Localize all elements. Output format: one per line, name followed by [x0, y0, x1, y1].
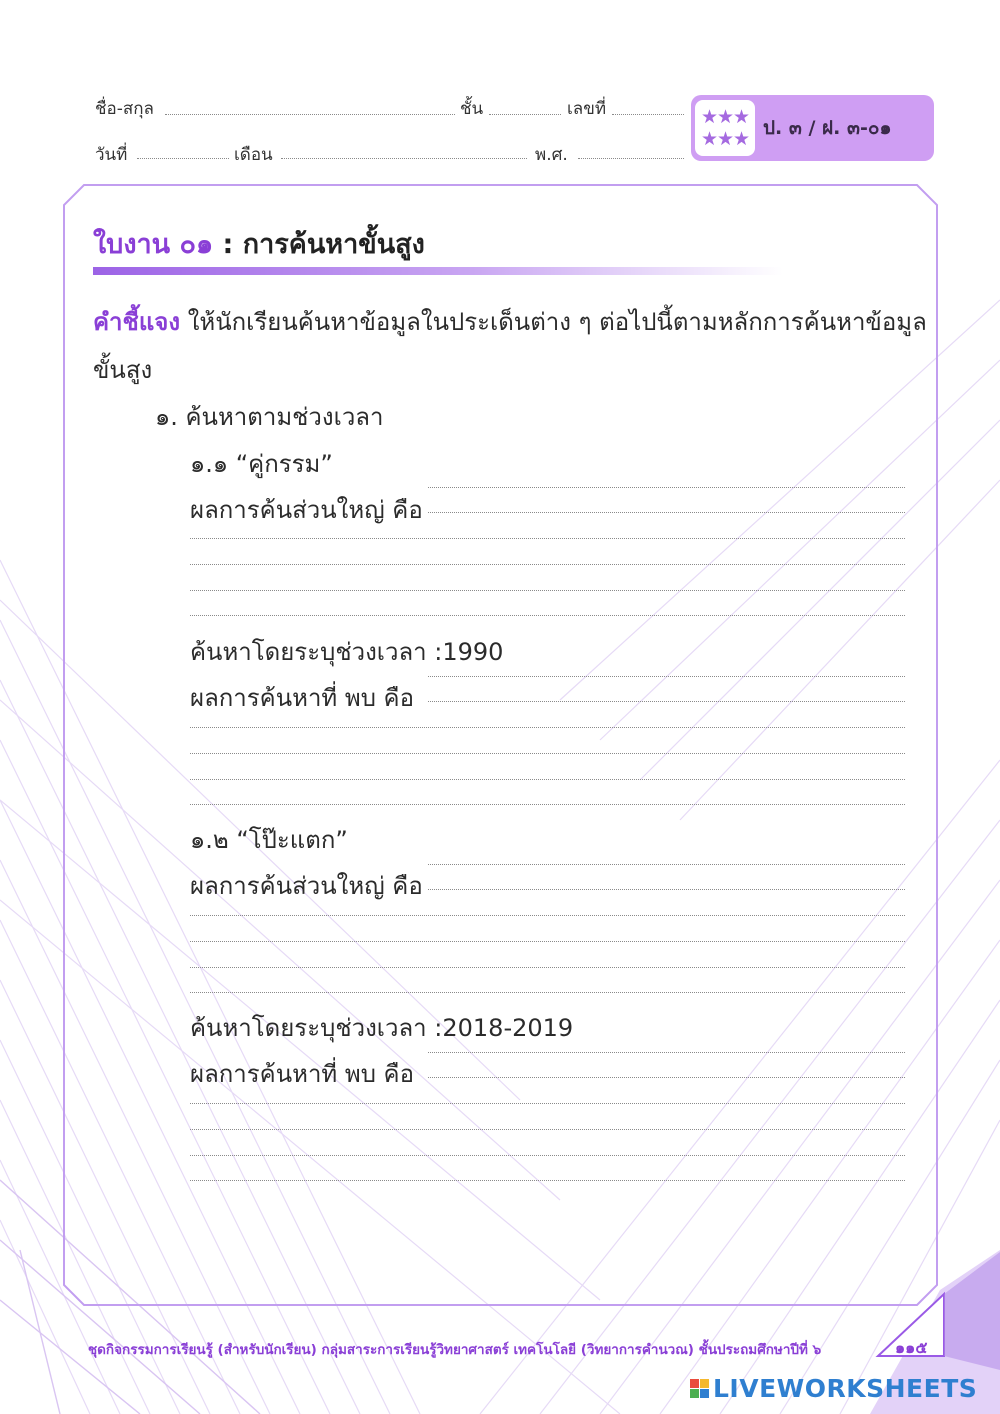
item-1-1-found-label: ผลการค้นหาที่ พบ คือ: [190, 684, 415, 712]
answer-line[interactable]: [190, 1103, 905, 1104]
worksheet-code: ป. ๓ / ฝ. ๓-๐๑: [763, 117, 892, 139]
answer-line[interactable]: [190, 538, 905, 539]
instruction: [93, 302, 927, 341]
answer-line[interactable]: [190, 804, 905, 805]
item-1-2-result-label: ผลการค้นส่วนใหญ่ คือ: [190, 872, 423, 900]
answer-line[interactable]: [190, 727, 905, 728]
logo-text: LIVEWORKSHEETS: [713, 1374, 978, 1403]
instruction-line-1: ให้นักเรียนค้นหาข้อมูลในประเด็นต่าง ๆ ต่อไปนี้ตามหลักการค้นหาข้อมูล: [180, 308, 927, 336]
answer-line[interactable]: [190, 967, 905, 968]
answer-line[interactable]: [428, 1052, 905, 1053]
answer-line[interactable]: [190, 941, 905, 942]
stars-row-top: ★★★: [700, 106, 750, 128]
year-label: พ.ศ.: [535, 145, 568, 165]
section-heading: ๑. ค้นหาตามช่วงเวลา: [155, 403, 384, 431]
number-field[interactable]: [612, 114, 684, 115]
worksheet-title: [93, 222, 425, 265]
date-field[interactable]: [137, 158, 229, 159]
stars-icon: [695, 100, 755, 156]
answer-line[interactable]: [190, 1180, 905, 1181]
month-field[interactable]: [281, 158, 527, 159]
answer-line[interactable]: [190, 615, 905, 616]
answer-line[interactable]: [428, 512, 905, 513]
page-number: ๑๑๕: [895, 1338, 928, 1357]
answer-line[interactable]: [428, 889, 905, 890]
date-label: วันที่: [95, 145, 128, 165]
level-badge: [691, 95, 934, 161]
year-field[interactable]: [578, 158, 684, 159]
item-1-1-search-label: ค้นหาโดยระบุช่วงเวลา :1990: [190, 638, 504, 666]
instruction-line-2: ขั้นสูง: [93, 356, 153, 384]
title-underline: [93, 267, 783, 275]
answer-line[interactable]: [428, 676, 905, 677]
item-1-2-search-label: ค้นหาโดยระบุช่วงเวลา :2018-2019: [190, 1014, 574, 1042]
class-label: ชั้น: [460, 99, 484, 119]
answer-line[interactable]: [190, 779, 905, 780]
class-field[interactable]: [489, 114, 561, 115]
answer-line[interactable]: [190, 992, 905, 993]
title-prefix: ใบงาน ๐๑: [93, 229, 214, 260]
answer-line[interactable]: [190, 1129, 905, 1130]
answer-line[interactable]: [190, 590, 905, 591]
item-1-1-heading: ๑.๑ “คู่กรรม”: [190, 450, 333, 478]
name-field[interactable]: [165, 114, 455, 115]
answer-line[interactable]: [428, 864, 905, 865]
instruction-keyword: คำชี้แจง: [93, 308, 181, 336]
stars-row-bottom: ★★★: [700, 128, 750, 150]
title-text: : การค้นหาขั้นสูง: [213, 229, 425, 260]
answer-line[interactable]: [190, 753, 905, 754]
answer-line[interactable]: [428, 1077, 905, 1078]
number-label: เลขที่: [567, 99, 607, 119]
answer-line[interactable]: [428, 487, 905, 488]
item-1-2-found-label: ผลการค้นหาที่ พบ คือ: [190, 1060, 415, 1088]
answer-line[interactable]: [428, 701, 905, 702]
item-1-1-result-label: ผลการค้นส่วนใหญ่ คือ: [190, 496, 423, 524]
liveworksheets-logo[interactable]: [690, 1374, 977, 1403]
answer-line[interactable]: [190, 1155, 905, 1156]
footer-text: ชุดกิจกรรมการเรียนรู้ (สำหรับนักเรียน) กลุ่มสาระการเรียนรู้วิทยาศาสตร์ เทคโนโลยี (วิทยาการคำนวณ) ชั้นประถมศึกษาปีที่ ๖: [88, 1342, 822, 1358]
month-label: เดือน: [234, 145, 273, 165]
logo-grid-icon: [690, 1379, 709, 1398]
name-label: ชื่อ-สกุล: [95, 99, 154, 119]
answer-line[interactable]: [190, 915, 905, 916]
answer-line[interactable]: [190, 564, 905, 565]
item-1-2-heading: ๑.๒ “โป๊ะแตก”: [190, 826, 348, 854]
